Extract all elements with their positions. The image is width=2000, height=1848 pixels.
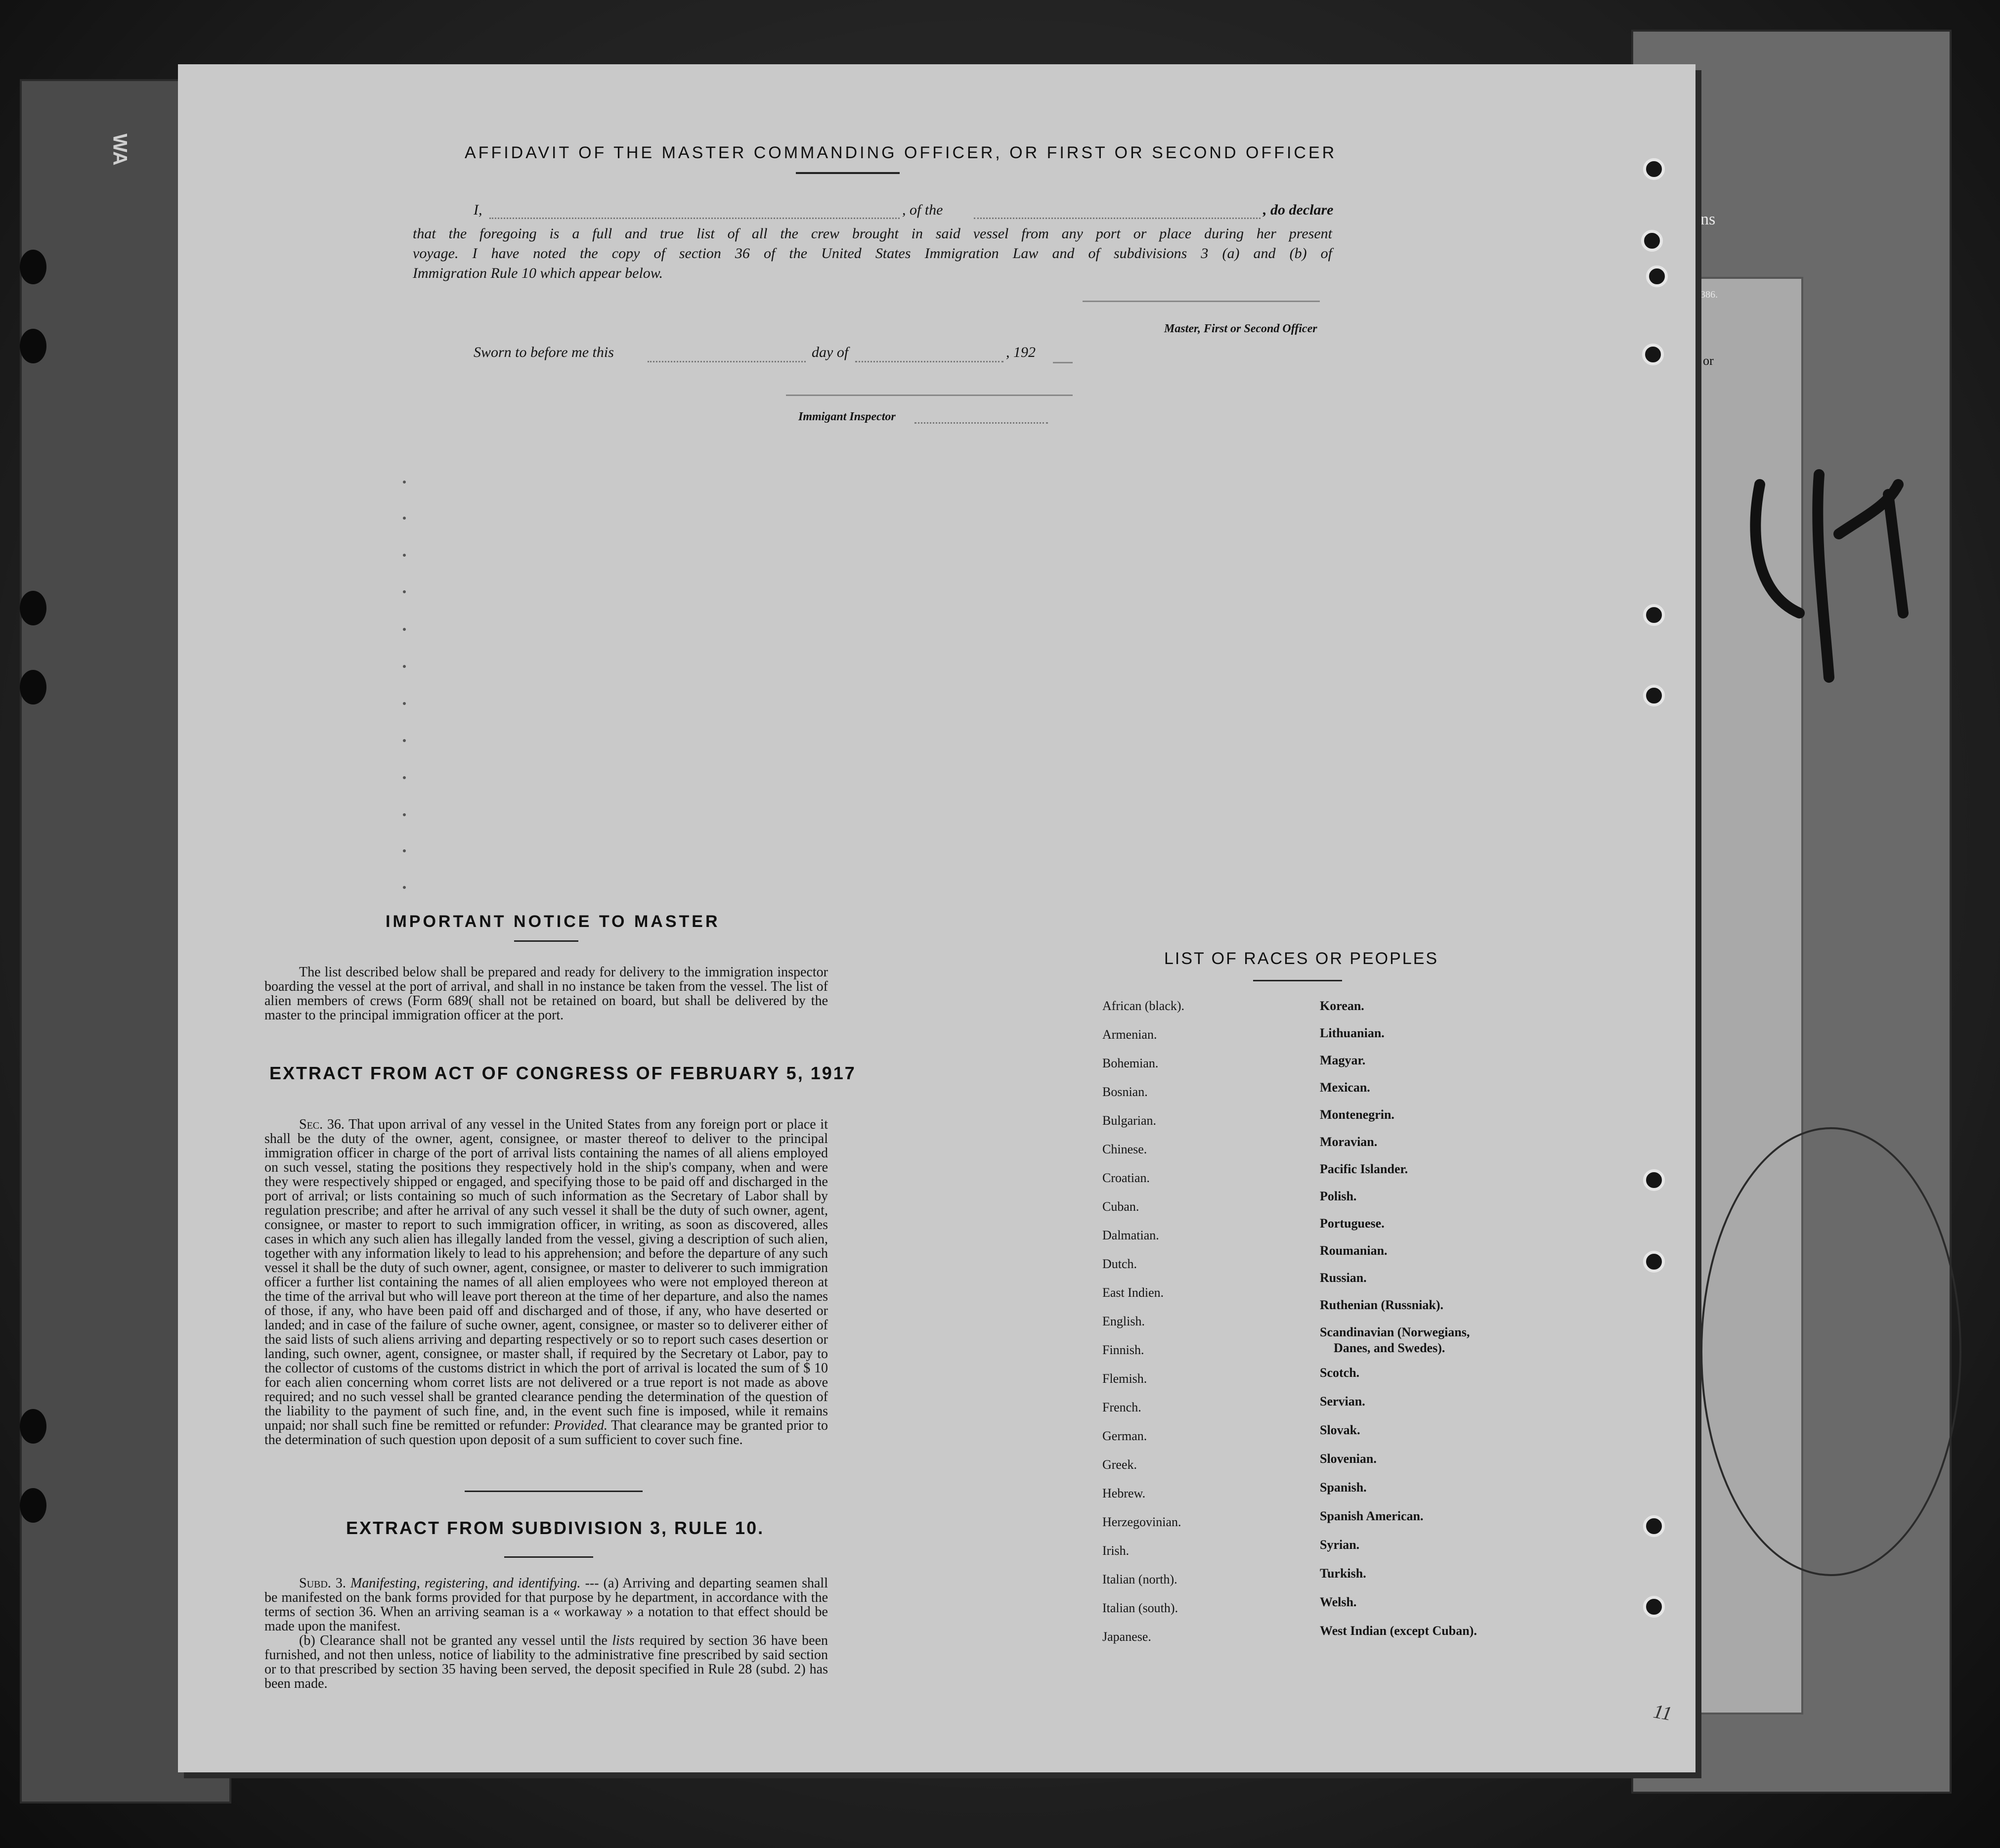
race-item-left: Bohemian. [1102, 1056, 1159, 1070]
sworn-day-field[interactable] [648, 361, 806, 362]
race-item-left: Cuban. [1102, 1199, 1139, 1214]
rule-subd-heading: Manifesting, registering, and identifying. [350, 1576, 581, 1591]
race-item-right: Russian. [1320, 1271, 1367, 1285]
binder-hole [20, 329, 46, 363]
race-item-left: German. [1102, 1429, 1147, 1443]
race-item-right: Danes, and Swedes). [1334, 1341, 1445, 1355]
binder-hole [20, 1409, 46, 1444]
act-extract-title: EXTRACT FROM ACT OF CONGRESS OF FEBRUARY 5, 1917 [269, 1063, 856, 1083]
margin-dot [403, 702, 406, 705]
margin-dot [403, 739, 406, 742]
margin-dot [403, 665, 406, 668]
race-item-right: Syrian. [1320, 1538, 1360, 1552]
rule-extract-body [264, 1576, 828, 1691]
underlying-sheet-circle-mark [1700, 1127, 1961, 1576]
act-section-label: Sec. 36. [299, 1117, 345, 1132]
margin-dot [403, 481, 406, 484]
handwritten-number-mark [1740, 465, 1918, 692]
punch-hole [1643, 1596, 1665, 1618]
races-title: LIST OF RACES OR PEOPLES [1164, 949, 1439, 968]
race-item-right: Servian. [1320, 1394, 1365, 1408]
race-item-left: French. [1102, 1400, 1141, 1414]
race-item-right: Turkish. [1320, 1566, 1366, 1581]
binder-hole [20, 1488, 46, 1523]
race-item-right: Montenegrin. [1320, 1107, 1394, 1122]
rule-para-a [264, 1576, 828, 1633]
rule-extract-title: EXTRACT FROM SUBDIVISION 3, RULE 10. [346, 1518, 765, 1538]
corner-pencil-mark: 11 [1652, 1700, 1674, 1725]
race-item-right: Scandinavian (Norwegians, [1320, 1325, 1470, 1339]
sworn-day-of: day of [812, 344, 849, 360]
margin-dot [403, 517, 406, 520]
race-item-left: African (black). [1102, 999, 1185, 1013]
vessel-name-field[interactable] [974, 218, 1261, 219]
race-item-right: Pacific Islander. [1320, 1162, 1408, 1176]
race-item-left: English. [1102, 1314, 1145, 1328]
punch-hole [1641, 230, 1663, 252]
notice-title-rule [514, 940, 578, 942]
master-name-field[interactable] [489, 218, 900, 219]
margin-dot [403, 776, 406, 779]
inspector-signature-field[interactable] [914, 422, 1048, 424]
punch-hole [1643, 685, 1665, 706]
race-item-right: Slovak. [1320, 1423, 1360, 1437]
right-margin-fragment: or [1703, 353, 1714, 368]
punch-hole [1643, 158, 1665, 180]
race-item-right: Roumanian. [1320, 1243, 1388, 1258]
punch-hole [1643, 1169, 1665, 1191]
act-extract-rule [465, 1491, 643, 1492]
race-item-right: Ruthenian (Russniak). [1320, 1298, 1443, 1312]
right-margin-fragment: 2386. [1696, 289, 1718, 300]
race-item-right: Mexican. [1320, 1080, 1370, 1095]
master-signature-field[interactable] [1083, 301, 1320, 302]
rule-para-b-lists: lists [612, 1633, 635, 1648]
margin-dot [403, 554, 406, 557]
race-item-right: Korean. [1320, 999, 1364, 1013]
race-item-left: Greek. [1102, 1457, 1137, 1472]
act-section-text: That upon arrival of any vessel in the United States from any foreign port or place it shall be the duty of the owner, agent, consignee, or master thereof to deliver to the principal immigration officer in charge of the port of arrival lists containing the names of all aliens employed on such vessel, stating the positions they respectively hold in the ship's company, when and were they were respectively shipped or engaged, and specifying those to be paid off and discharged in the port of arrival; or lists containing so much of such information as the Secretary of Labor shall by regulation prescribe; and after he arrival of any such vessel it shall be the duty of such owner, agent, consignee, or master to report to such immigration officer, in writing, as soon as discovered, alles cases in which any such alien has illegally landed from the vessel, giving a description of such alien, together with any information likely to lead to his apprehension; and before the departure of any such vessel it shall be the duty of such owner, agent, consignee, or master to deliverer to such immigration officer a further list containing the names of all alien employees who were not employed thereon at the time of the arrival but who will leave port thereon at the time of her departure, and also the names of those, if any, who have been paid off and discharged and of those, if any, who have deserted or landed; and in case of the failure of suche owner, agent, consignee, or master so to deliverer either of the said lists of such aliens arriving and departing respectively or so to report such cases desertion or landing, such owner, agent, consignee, or master shall, if required by the Secretary ot Labor, pay to the collector of customs of the customs district in which the port of arrival is located the sum of $ 10 for each alien concerning whom corret lists are not delivered or a true report is not made as above required; and no such vessel shall be granted clearance pending the determination of the question of the liability to the payment of such fine, and, in the event such fine is imposed, while it remains unpaid; nor shall such fine be remitted or refunder: [264, 1117, 828, 1433]
margin-dot [403, 628, 406, 631]
affidavit-statement-line: that the foregoing is a full and true list of all the crew brought in said vessel from any port or place during her present [413, 225, 1332, 242]
inspector-line-top[interactable] [786, 395, 1073, 396]
punch-hole [1642, 344, 1664, 365]
race-item-right: Welsh. [1320, 1595, 1357, 1609]
sworn-text: Sworn to before me this [474, 344, 614, 360]
affidavit-statement-line: voyage. I have noted the copy of section 36 of the United States Immigration Law and of subdivisions 3 (a) and (b) of [413, 245, 1332, 262]
rule-para-b-rest: required by section 36 have been furnished, and not then unless, notice of liability to the administrative fine prescribed by said section or to that prescribed by section 35 having been served, the deposit specified in Rule 28 (subd. 2) has been made. [264, 1633, 828, 1691]
rule-para-b [264, 1633, 828, 1691]
race-item-right: West Indian (except Cuban). [1320, 1624, 1477, 1638]
rule-extract-rule [504, 1556, 593, 1558]
manifest-sheet [178, 64, 1696, 1772]
affidavit-statement-line: Immigration Rule 10 which appear below. [413, 265, 663, 281]
race-item-left: Hebrew. [1102, 1486, 1146, 1500]
affidavit-of-the: , of the [902, 202, 943, 218]
act-extract-body [264, 1117, 828, 1447]
race-item-left: Japanese. [1102, 1629, 1151, 1644]
binder-hole [20, 670, 46, 704]
race-item-left: Finnish. [1102, 1343, 1144, 1357]
race-item-right: Polish. [1320, 1189, 1357, 1203]
sworn-year: , 192 [1006, 344, 1036, 360]
race-item-right: Spanish American. [1320, 1509, 1424, 1523]
race-item-left: Italian (north). [1102, 1572, 1177, 1586]
binder-hole [20, 591, 46, 625]
margin-dot [403, 886, 406, 889]
race-item-right: Magyar. [1320, 1053, 1366, 1067]
race-item-left: Irish. [1102, 1543, 1130, 1558]
act-provided: Provided. [554, 1418, 608, 1433]
race-item-right: Scotch. [1320, 1365, 1360, 1380]
binder-hole [20, 250, 46, 284]
race-item-left: Croatian. [1102, 1171, 1150, 1185]
left-tab-fragment: WA [109, 133, 131, 166]
race-item-right: Slovenian. [1320, 1452, 1377, 1466]
margin-dot [403, 590, 406, 593]
race-item-left: Armenian. [1102, 1027, 1157, 1042]
punch-hole [1643, 1515, 1665, 1537]
affidavit-do-declare: , do declare [1263, 202, 1334, 218]
race-item-right: Lithuanian. [1320, 1026, 1385, 1040]
notice-title: IMPORTANT NOTICE TO MASTER [386, 912, 720, 931]
race-item-left: Herzegovinian. [1102, 1515, 1181, 1529]
punch-hole [1646, 265, 1668, 287]
margin-dot [403, 813, 406, 816]
affidavit-title: AFFIDAVIT OF THE MASTER COMMANDING OFFICER, OR FIRST OR SECOND OFFICER [465, 143, 1337, 162]
affidavit-title-rule [796, 172, 900, 174]
race-item-right: Moravian. [1320, 1135, 1378, 1149]
race-item-left: Flemish. [1102, 1371, 1147, 1386]
margin-dot [403, 849, 406, 852]
affidavit-i: I, [474, 202, 482, 218]
punch-hole [1643, 1251, 1665, 1273]
rule-subd-label: Subd. 3. [299, 1576, 346, 1591]
right-margin-fragment: ns [1700, 210, 1716, 228]
master-signature-caption: Master, First or Second Officer [1164, 322, 1317, 335]
act-section-tail: That clearance may be granted prior to the determination of such question upon deposit of a sum sufficient to cover such fine. [264, 1418, 828, 1448]
punch-hole [1643, 604, 1665, 626]
race-item-left: Italian (south). [1102, 1601, 1178, 1615]
race-item-right: Spanish. [1320, 1480, 1367, 1495]
race-item-left: Dalmatian. [1102, 1228, 1159, 1242]
sworn-month-field[interactable] [855, 361, 1003, 362]
rule-para-a-text: --- (a) Arriving and departing seamen shall be manifested on the bank forms provided for that purpose by he department, in accordance with the terms of section 36. When an arriving seaman is a « workaway » a notation to that effect should be made upon the manifest. [264, 1576, 828, 1634]
race-item-left: East Indien. [1102, 1285, 1164, 1300]
notice-body: The list described below shall be prepared and ready for delivery to the immigration inspector boarding the vessel at the port of arrival, and shall in no instance be taken from the vessel. The list of alien members of crews (Form 689( shall not be retained on board, but shall be delivered by the master to the principal immigration officer at the port. [264, 965, 828, 1023]
inspector-caption: Immigant Inspector [798, 410, 896, 423]
sworn-year-field[interactable] [1053, 362, 1073, 363]
race-item-left: Dutch. [1102, 1257, 1137, 1271]
race-item-left: Bulgarian. [1102, 1113, 1157, 1128]
rule-para-b-start: (b) Clearance shall not be granted any vessel until the [299, 1633, 608, 1648]
race-item-left: Chinese. [1102, 1142, 1147, 1156]
race-item-right: Portuguese. [1320, 1216, 1385, 1231]
races-title-rule [1253, 980, 1342, 981]
race-item-left: Bosnian. [1102, 1085, 1148, 1099]
